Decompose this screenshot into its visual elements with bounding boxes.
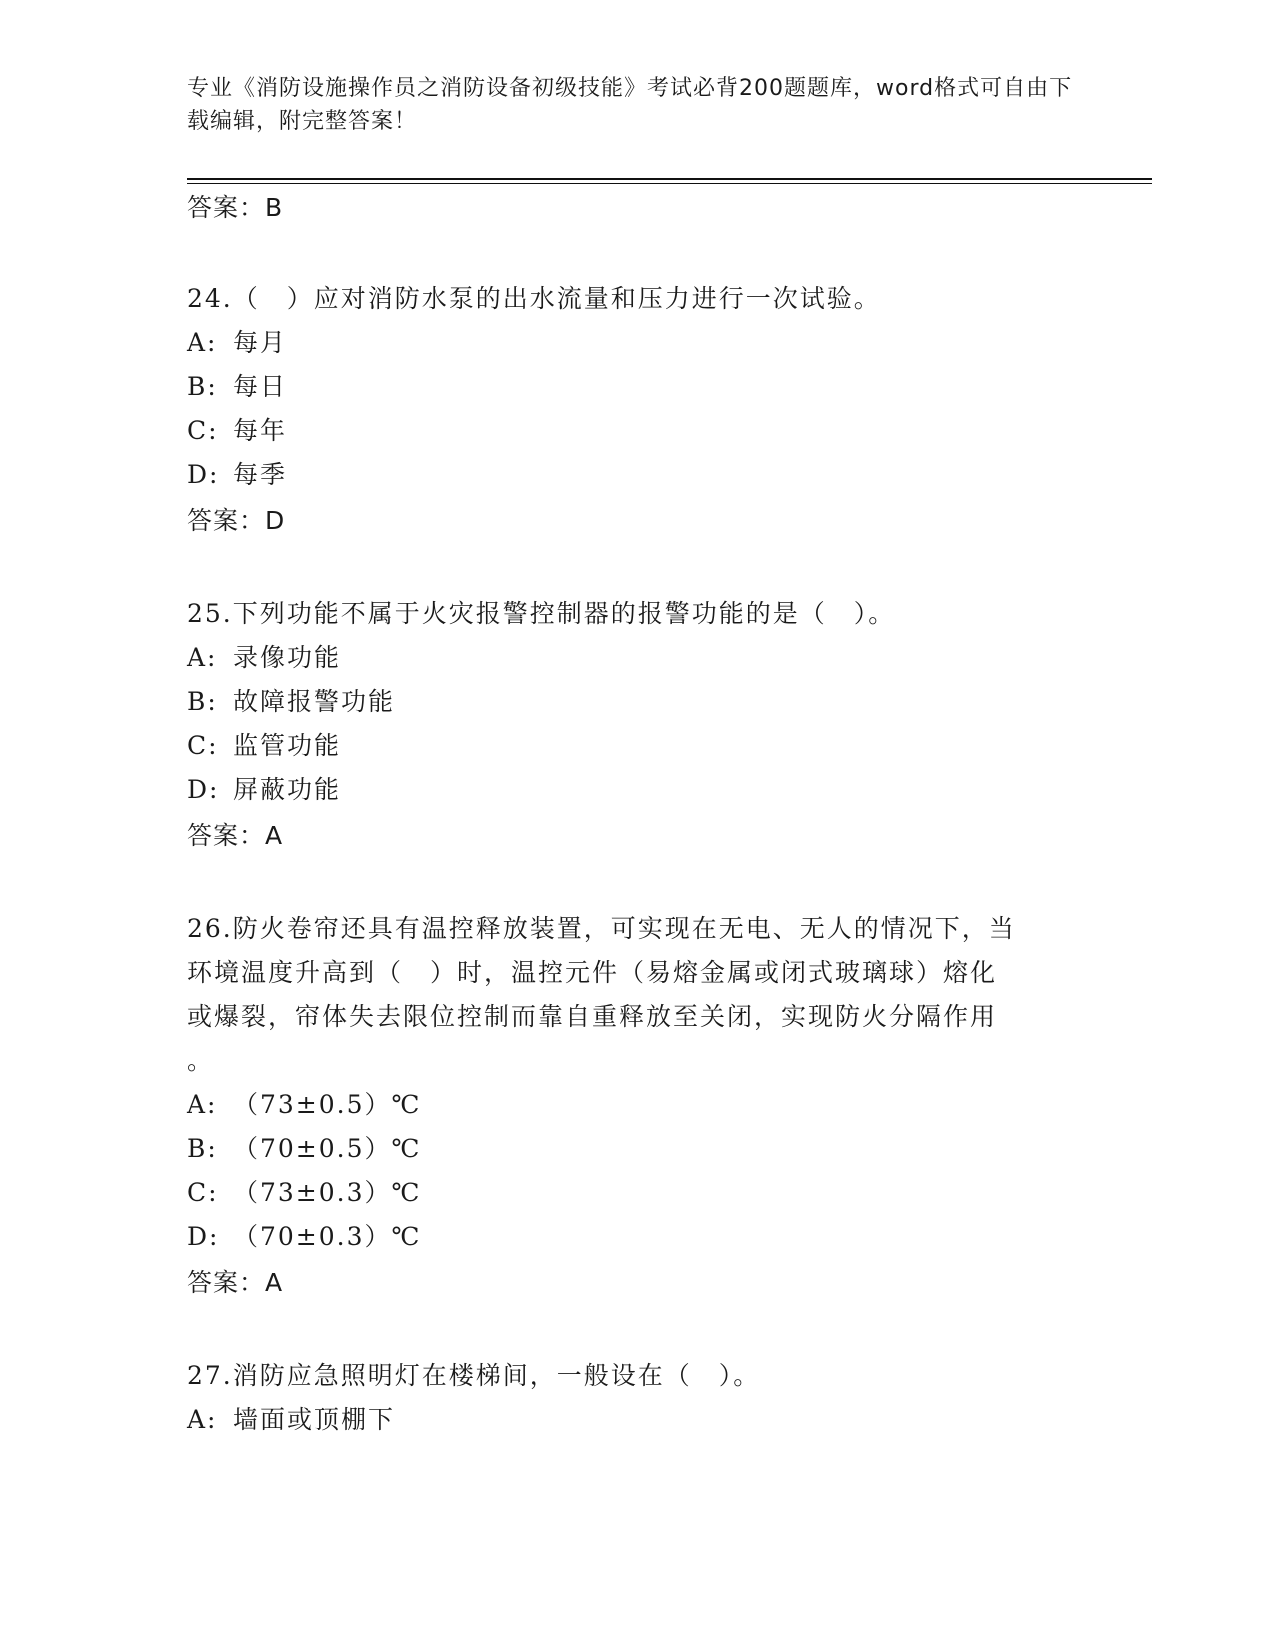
question-26-line-4: 。	[187, 1046, 215, 1075]
option-26-d	[187, 1220, 421, 1254]
option-letter: C:	[187, 1178, 219, 1207]
option-24-c	[187, 414, 287, 448]
option-letter: D:	[187, 460, 220, 489]
option-text: 监管功能	[233, 731, 342, 760]
option-text: 每季	[233, 460, 288, 489]
question-26-line-3: 或爆裂，帘体失去限位控制而靠自重释放至关闭，实现防火分隔作用	[187, 1002, 998, 1031]
option-24-b	[187, 370, 287, 404]
question-26-line-2: 环境温度升高到（ ）时，温控元件（易熔金属或闭式玻璃球）熔化	[187, 958, 998, 987]
option-25-b	[187, 685, 395, 719]
option-text: 墙面或顶棚下	[233, 1405, 396, 1434]
answer-25: 答案：A	[187, 821, 284, 850]
option-text: 故障报警功能	[233, 687, 396, 716]
answer-26: 答案：A	[187, 1268, 284, 1297]
option-letter: A:	[187, 1405, 218, 1434]
option-text: 每月	[233, 328, 288, 357]
option-letter: D:	[187, 775, 220, 804]
answer-23: 答案：B	[187, 193, 284, 222]
option-25-d	[187, 773, 341, 807]
question-26-line-1: 26.防火卷帘还具有温控释放装置，可实现在无电、无人的情况下，当	[187, 914, 1016, 943]
option-26-b	[187, 1132, 421, 1166]
option-text: 屏蔽功能	[233, 775, 342, 804]
header-divider-thick	[187, 178, 1152, 180]
question-24: 24.（ ）应对消防水泵的出水流量和压力进行一次试验。	[187, 284, 881, 313]
document-header: 专业《消防设施操作员之消防设备初级技能》考试必背200题题库，word格式可自由下载编辑，附完整答案！	[187, 76, 1073, 134]
option-27-a	[187, 1403, 395, 1437]
option-26-c	[187, 1176, 421, 1210]
option-letter: A:	[187, 1090, 218, 1119]
option-24-d	[187, 458, 287, 492]
question-25: 25.下列功能不属于火灾报警控制器的报警功能的是（ ）。	[187, 599, 896, 628]
option-text: （70±0.5）℃	[233, 1134, 422, 1163]
option-25-c	[187, 729, 341, 763]
option-text: （70±0.3）℃	[233, 1222, 422, 1251]
option-letter: B:	[187, 1134, 218, 1163]
option-text: （73±0.5）℃	[233, 1090, 422, 1119]
option-24-a	[187, 326, 287, 360]
option-26-a	[187, 1088, 421, 1122]
option-letter: C:	[187, 731, 219, 760]
option-letter: B:	[187, 372, 218, 401]
option-letter: C:	[187, 416, 219, 445]
answer-24: 答案：D	[187, 506, 286, 535]
option-text: （73±0.3）℃	[233, 1178, 422, 1207]
question-27: 27.消防应急照明灯在楼梯间，一般设在（ ）。	[187, 1361, 761, 1390]
option-letter: A:	[187, 643, 218, 672]
option-text: 录像功能	[233, 643, 342, 672]
option-text: 每日	[233, 372, 288, 401]
option-letter: B:	[187, 687, 218, 716]
option-25-a	[187, 641, 341, 675]
option-letter: D:	[187, 1222, 220, 1251]
option-text: 每年	[233, 416, 288, 445]
option-letter: A:	[187, 328, 218, 357]
header-divider-thin	[187, 183, 1152, 184]
